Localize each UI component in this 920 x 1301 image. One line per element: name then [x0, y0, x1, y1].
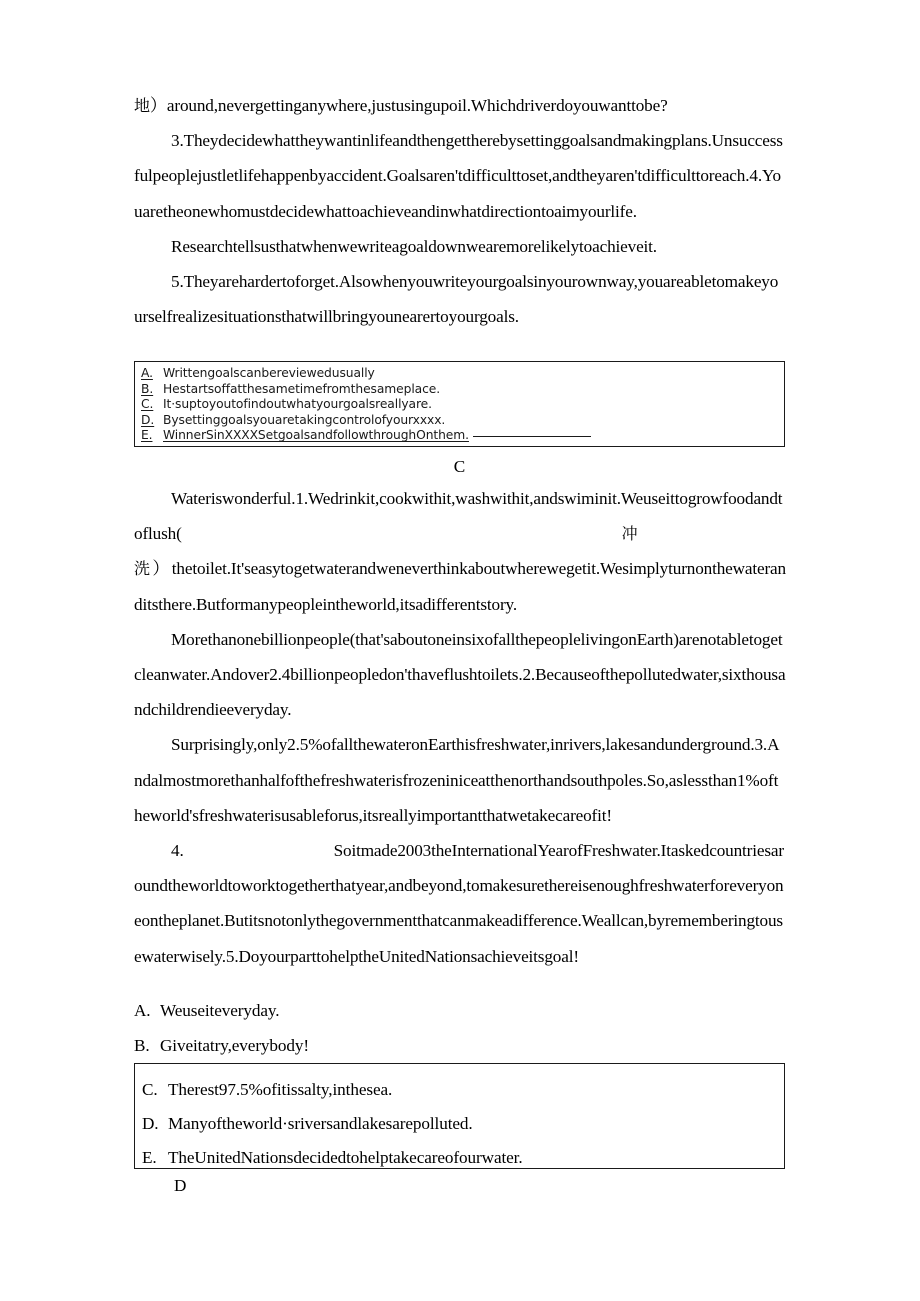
option-row-b — [141, 382, 784, 398]
cjk-char-chong: 冲 — [621, 524, 638, 544]
section-marker-c: C — [453, 457, 466, 476]
option-text-b: Hestartsoffatthesametimefromthesameplace. — [163, 381, 441, 396]
paragraph-item-3: 3.Theydecidewhattheywantinlifeandthengettherebysettinggoalsandmakingplans.Unsuccessfulpeoplejustletlifehappenbyaccident.Goalsaren'tdifficulttoset,andtheyaren'tdifficulttoreach.4.Youaretheonewhomustdecidewhattoachieveandinwhatdirectiontoaimyourlife. — [134, 131, 783, 221]
paragraph-text: Soitmade2003theInternationalYearofFreshwater.Itaskedcountriesaroundtheworldtoworktogetherthatyear,andbeyond,tomakesurethereisenoughfreshwaterforeveryoneontheplanet.Butitsnotonlythegovernmentthatcanmakeadifference.Weallcan,byrememberingtousewaterwisely.5.DoyourparttohelptheUnitedNationsachieveitsgoal! — [134, 841, 784, 966]
option-label-c: C. — [141, 397, 154, 412]
option-text-c: It·suptoyoutofindoutwhatyourgoalsreallyare. — [163, 397, 432, 412]
option-row-plain-a — [134, 1000, 785, 1022]
option-label-d: D. — [142, 1114, 159, 1133]
option-row-e — [141, 428, 784, 444]
section-marker-d: D — [174, 1176, 187, 1195]
paragraph-water-2: Morethanonebillionpeople(that'saboutoneinsixofallthepeoplelivingonEarth)arenotabletogetcleanwater.Andover2.4billionpeopledon'thaveflushtoilets.2.Becauseofthepollutedwater,sixthousandchildrendieeveryday. — [134, 629, 786, 720]
paragraph-top-continuation — [134, 88, 786, 123]
option-text-d: Manyoftheworld·sriversandlakesarepolluted. — [168, 1114, 473, 1133]
cjk-char-xi: 洗 — [134, 559, 153, 579]
paragraph-research: Researchtellsusthatwhenwewriteagoaldownwearemorelikelytoachieveit. — [171, 236, 657, 256]
option-label-e: E. — [141, 428, 153, 443]
option-box-top — [134, 361, 785, 447]
paragraph-water-1b — [134, 551, 786, 621]
paragraph-water-4 — [134, 833, 786, 974]
option-label-a: A. — [141, 366, 153, 380]
text-column-passage-c — [134, 481, 786, 974]
text-column-upper — [134, 88, 786, 334]
option-text-e: TheUnitedNationsdecidedtohelptakecareofourwater. — [168, 1148, 523, 1167]
paragraph-text: ）around,nevergettinganywhere,justusingupoil.Whichdriverdoyouwanttobe? — [149, 96, 668, 115]
option-row-d — [141, 413, 784, 429]
option-row-c — [141, 397, 784, 413]
answer-blank-line — [473, 436, 591, 437]
paragraph-number-prefix: 4. — [171, 841, 184, 861]
paragraph-water-3: Surprisingly,only2.5%ofallthewateronEarthisfreshwater,inrivers,lakesandunderground.3.Andalmostmorethanhalfofthefreshwaterisfrozeniniceatthenorthandsouthpoles.So,aslessthan1%oftheworld'sfreshwaterisusableforus,itsreallyimportantthatwetakecareofit! — [134, 735, 780, 825]
paragraph-text: ）thetoilet.It'seasytogetwaterandweneverthinkaboutwherewegetit.Wesimplyturnonthewateranditsthere.Butformanypeopleintheworld,itsadifferentstory. — [134, 559, 786, 614]
option-text-c: Therest97.5%ofitissalty,inthesea. — [168, 1080, 393, 1099]
option-label-e: E. — [142, 1148, 157, 1167]
option-box-bottom — [134, 1063, 785, 1169]
option-label-d: D. — [141, 412, 155, 427]
option-text-b: Giveitatry,everybody! — [160, 1036, 310, 1055]
option-row-e — [142, 1141, 784, 1175]
option-text-a: Weuseiteveryday. — [160, 1001, 280, 1020]
cjk-char-di: 地 — [134, 96, 150, 115]
option-row-plain-b — [134, 1035, 785, 1057]
paragraph-text: Wateriswonderful.1.Wedrinkit,cookwithit,washwithit,andswiminit.Weuseittogrowfoodandtoflush( — [134, 489, 783, 544]
option-label-a: A. — [134, 1001, 151, 1020]
option-label-b: B. — [141, 381, 154, 396]
option-text-e: WinnerSinXXXXSetgoalsandfollowthroughOnthem. — [163, 428, 469, 443]
paragraph-item-5: 5.Theyarehardertoforget.Alsowhenyouwriteyourgoalsinyourownway,youareabletomakeyourselfrealizesituationsthatwillbringyounearertoyourgoals. — [134, 272, 779, 327]
option-row-a — [141, 366, 784, 382]
option-label-b: B. — [134, 1036, 150, 1055]
option-row-d — [142, 1107, 784, 1141]
paragraph-water-1a — [134, 481, 786, 551]
option-label-c: C. — [142, 1080, 158, 1099]
option-row-c — [142, 1073, 784, 1107]
option-text-d: Bysettinggoalsyouaretakingcontrolofyourxxxx. — [163, 412, 446, 427]
option-text-a: Writtengoalscanbereviewedusually — [163, 366, 375, 380]
